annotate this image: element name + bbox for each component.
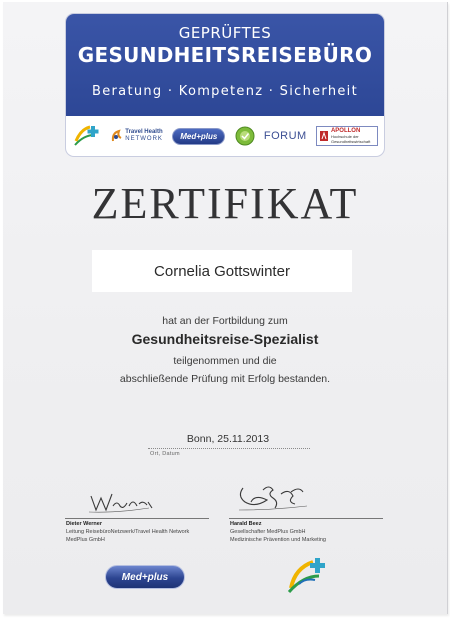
apollon-logo: [316, 126, 378, 146]
banner-title-area: [66, 14, 384, 116]
footer-medplus-logo: Med+plus: [105, 565, 185, 589]
signer-role-left-1: Leitung ReisebüroNetzwerk/Travel Health Network: [66, 529, 190, 535]
signature-line-right: [229, 518, 383, 519]
signer-role-right-1: Gesellschafter MedPlus GmbH: [230, 529, 306, 535]
apollon-sub-label: Hochschule der Gesundheitswirtschaft: [330, 134, 371, 144]
recipient-name: Cornelia Gottswinter: [92, 250, 352, 292]
course-name: Gesundheitsreise-Spezialist: [131, 331, 319, 347]
body-line-3: teilgenommen und die: [173, 355, 277, 367]
certificate-sheet: [3, 2, 448, 614]
travel-health-label: Travel Health: [125, 129, 163, 135]
signature-line-left: [65, 518, 209, 519]
medplus-pill: Med+plus: [172, 128, 225, 145]
signature-caption-left: [66, 520, 189, 544]
signer-role-right-2: Medizinische Prävention und Marketing: [230, 537, 326, 543]
apollon-label: APOLLON: [330, 128, 361, 134]
body-line-4: abschließende Prüfung mit Erfolg bestanden.: [119, 373, 331, 385]
body-line-1: hat an der Fortbildung zum: [162, 315, 288, 327]
forum-label: FORUM: [263, 130, 307, 142]
travel-health-network-logo: [111, 129, 163, 143]
green-seal-logo-icon: [235, 126, 255, 146]
partner-logos: [66, 116, 384, 156]
certificate-title: ZERTIFIKAT: [91, 179, 359, 228]
banner-tagline: Beratung · Kompetenz · Sicherheit: [92, 84, 358, 99]
travel-health-icon: [111, 129, 123, 143]
footer-medplus-gmbh-logo-icon: [285, 554, 331, 594]
banner-title: GESUNDHEITSREISEBÜRO: [77, 43, 373, 67]
header-banner: [66, 14, 384, 156]
signer-name-right: Harald Beez: [230, 521, 262, 527]
medplus-gmbh-logo-icon: [72, 123, 102, 149]
travel-health-network-label: NETWORK: [125, 136, 163, 142]
apollon-emblem-icon: [319, 130, 329, 142]
signature-werner-icon: [87, 486, 167, 518]
place-date-line: [148, 448, 310, 449]
signature-caption-right: [230, 520, 326, 544]
medplus-logo: [172, 128, 225, 145]
signer-name-left: Dieter Werner: [66, 521, 102, 527]
signature-beez-icon: [233, 480, 313, 516]
place-date-label: Ort, Datum: [150, 451, 180, 457]
banner-subtitle: GEPRÜFTES: [178, 24, 272, 42]
place-date-value: Bonn, 25.11.2013: [186, 433, 270, 445]
signer-role-left-2: MedPlus GmbH: [66, 537, 105, 543]
forum-logo: [264, 130, 307, 142]
